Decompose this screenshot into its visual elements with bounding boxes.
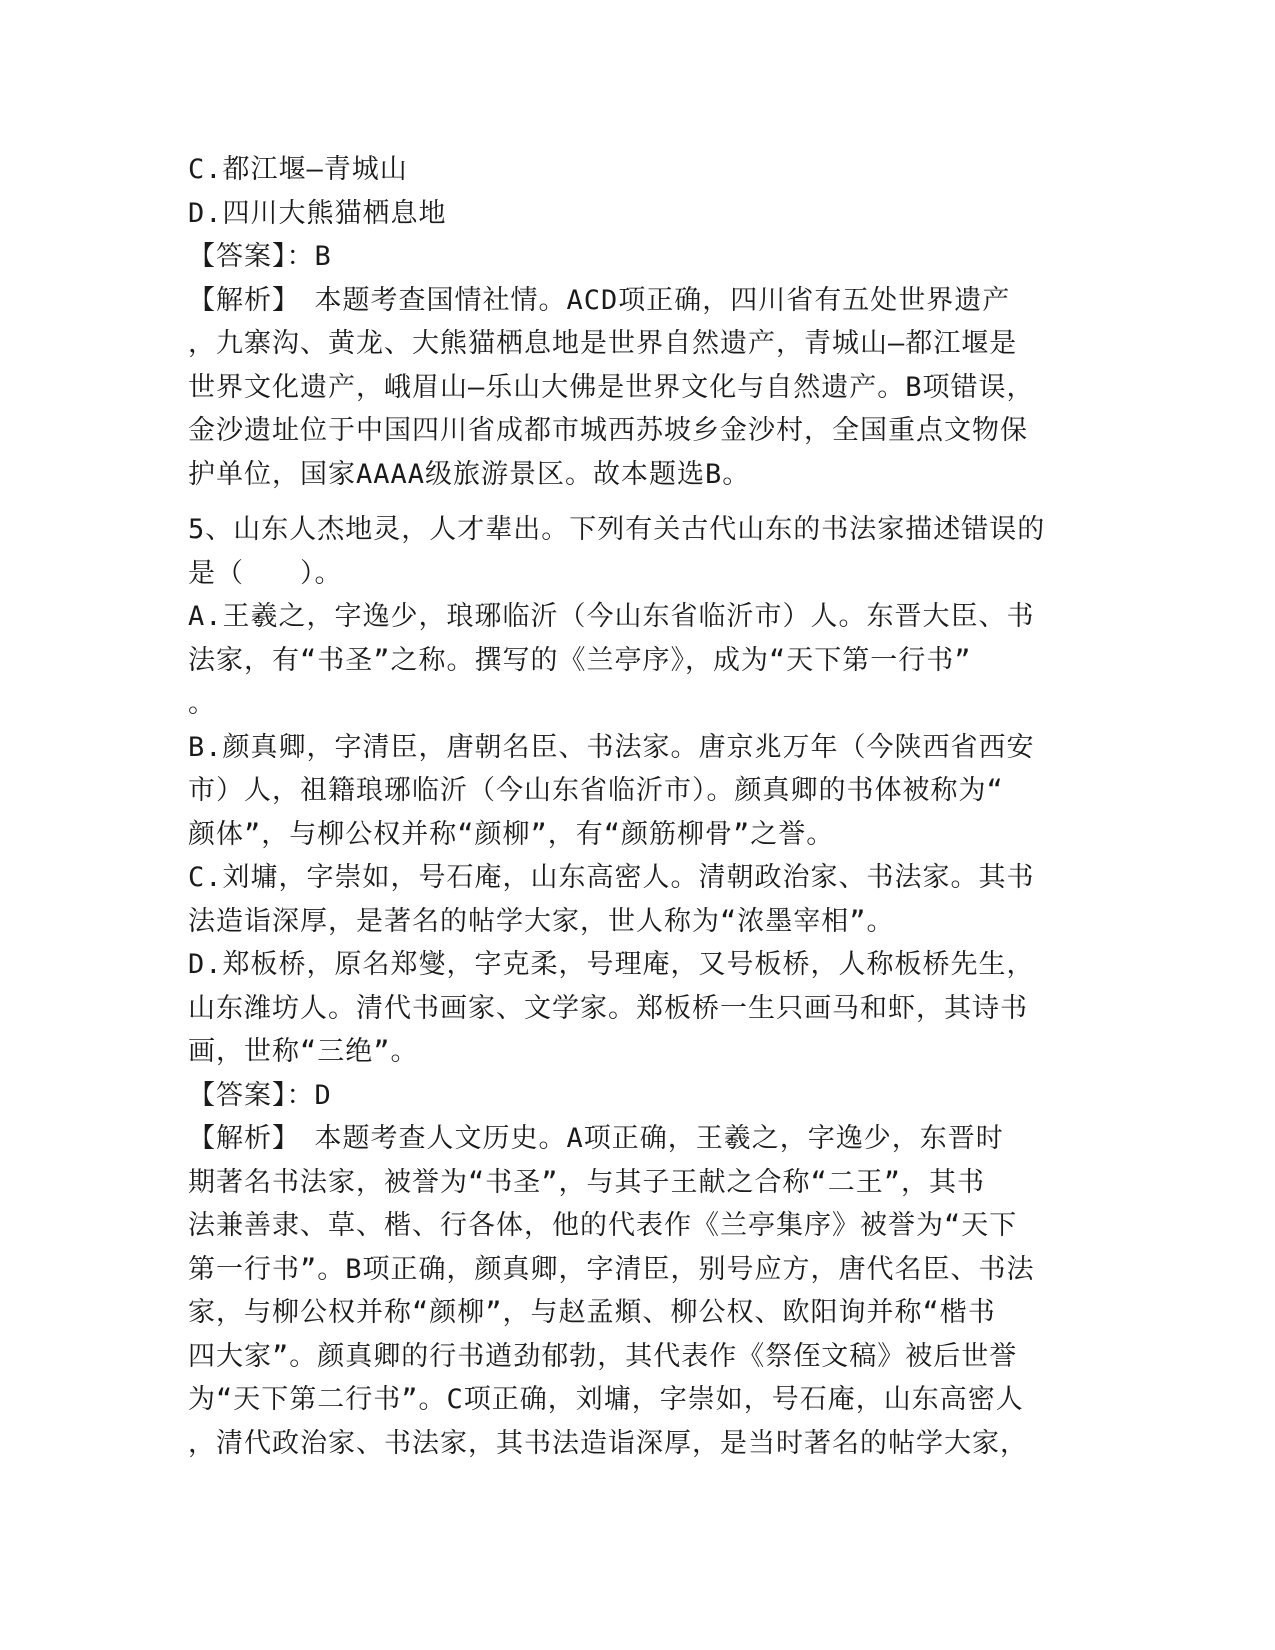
q4-answer: 【答案】：B [188, 241, 332, 272]
q5-analysis-line: 四大家”。颜真卿的行书遒劲郁勃，其代表作《祭侄文稿》被后世誉 [188, 1340, 1018, 1372]
q5-option-a-line: 。 [188, 688, 216, 719]
q4-analysis-line: 【解析】 本题考查国情社情。ACD项正确，四川省有五处世界遗产 [188, 284, 1011, 316]
q5-analysis-line: 家，与柳公权并称“颜柳”，与赵孟頫、柳公权、欧阳询并称“楷书 [188, 1297, 996, 1328]
q4-analysis-line: 金沙遗址位于中国四川省成都市城西苏坡乡金沙村，全国重点文物保 [188, 415, 1028, 446]
q5-analysis-line: 第一行书”。B项正确，颜真卿，字清臣，别号应方，唐代名臣、书法 [188, 1253, 1035, 1285]
q5-stem-line: 是（ ）。 [188, 557, 343, 589]
q5-option-d-line: 画，世称“三绝”。 [188, 1036, 419, 1067]
q5-option-d-line: 山东潍坊人。清代书画家、文学家。郑板桥一生只画马和虾，其诗书 [188, 992, 1028, 1024]
q5-option-b-line: 颜体”，与柳公权并称“颜柳”，有“颜筋柳骨”之誉。 [188, 818, 835, 850]
q5-option-c [188, 856, 1088, 943]
q4-analysis [188, 279, 1088, 497]
q5-analysis [188, 1117, 1088, 1465]
q5-analysis-line: ，清代政治家、书法家，其书法造诣深厚，是当时著名的帖学大家， [188, 1427, 1028, 1459]
q5-analysis-line: 法兼善隶、草、楷、行各体，他的代表作《兰亭集序》被誉为“天下 [188, 1210, 1018, 1241]
q5-option-d [188, 943, 1088, 1074]
q5-option-c-line: C.刘墉，字崇如，号石庵，山东高密人。清朝政治家、书法家。其书 [188, 862, 1035, 893]
q5-option-b [188, 726, 1088, 857]
q5-option-a [188, 595, 1088, 726]
q5-stem [188, 508, 1088, 595]
q5-option-c-line: 法造诣深厚，是著名的帖学大家，世人称为“浓墨宰相”。 [188, 905, 895, 937]
q4-analysis-line: ，九寨沟、黄龙、大熊猫栖息地是世界自然遗产，青城山—都江堰是 [188, 328, 1018, 359]
q4-analysis-line: 护单位，国家AAAA级旅游景区。故本题选B。 [188, 458, 751, 490]
q5-answer: 【答案】：D [188, 1079, 332, 1111]
q5-analysis-line: 为“天下第二行书”。C项正确，刘墉，字崇如，号石庵，山东高密人 [188, 1384, 1024, 1415]
q4-analysis-line: 世界文化遗产，峨眉山—乐山大佛是世界文化与自然遗产。B项错误， [188, 371, 1035, 403]
q5-option-d-line: D.郑板桥，原名郑燮，字克柔，号理庵，又号板桥，人称板桥先生， [188, 949, 1035, 980]
q5-stem-line: 5、山东人杰地灵，人才辈出。下列有关古代山东的书法家描述错误的 [188, 514, 1046, 545]
section-gap [188, 496, 1088, 508]
q5-option-b-line: 市）人，祖籍琅琊临沂（今山东省临沂市）。颜真卿的书体被称为“ [188, 775, 1004, 806]
q4-option-d: D.四川大熊猫栖息地 [188, 197, 447, 229]
q5-analysis-line: 期著名书法家，被誉为“书圣”，与其子王献之合称“二王”，其书 [188, 1166, 986, 1198]
q5-option-a-line: 法家，有“书圣”之称。撰写的《兰亭序》，成为“天下第一行书” [188, 644, 972, 676]
q4-option-c: C.都江堰—青城山 [188, 154, 408, 185]
q5-option-a-line: A.王羲之，字逸少，琅琊临沂（今山东省临沂市）人。东晋大臣、书 [188, 601, 1035, 632]
q5-option-b-line: B.颜真卿，字清臣，唐朝名臣、书法家。唐京兆万年（今陕西省西安 [188, 731, 1035, 763]
q5-analysis-line: 【解析】 本题考查人文历史。A项正确，王羲之，字逸少，东晋时 [188, 1123, 1004, 1154]
document-body [188, 148, 1088, 1465]
